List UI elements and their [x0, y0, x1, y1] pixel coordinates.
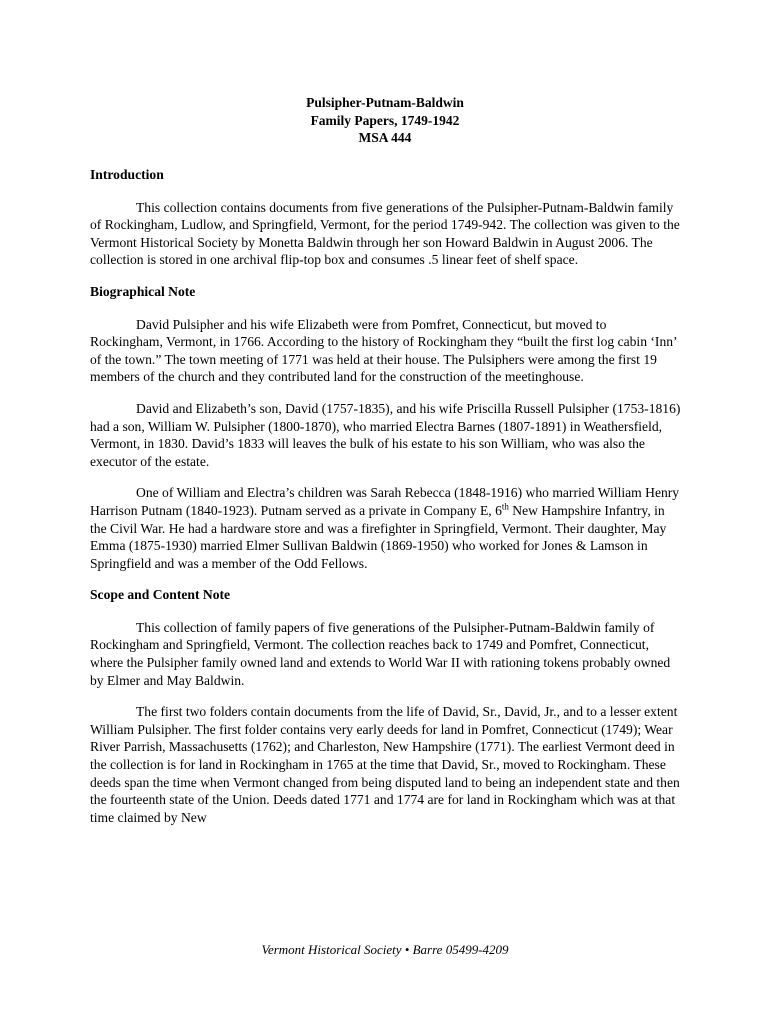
biographical-paragraph-2: David and Elizabeth’s son, David (1757-1835), and his wife Priscilla Russell Pulsipher (1753-1816) had a son, William W. Pulsipher (1800-1870), who married Electra Barnes (1807-1891) in Weathersfield, Vermont, in 1830. David’s 1833 will leaves the bulk of his estate to his son William, who was also the executor of the estate.	[90, 400, 681, 469]
biographical-paragraph-3-part-b: New Hampshire Infantry, in the Civil War. He had a hardware store and was a firefighter in Springfield, Vermont. Their daughter, May Emma (1875-1930) married Elmer Sullivan Baldwin (1869-1950) who worked for Jones & Lamson in Springfield and was a member of the Odd Fellows.	[90, 502, 667, 571]
biographical-paragraph-3	[90, 484, 682, 572]
title-line-3: MSA 444	[358, 130, 412, 145]
title-line-2: Family Papers, 1749-1942	[310, 112, 460, 128]
introduction-heading: Introduction	[90, 167, 164, 182]
biographical-paragraph-1: David Pulsipher and his wife Elizabeth were from Pomfret, Connecticut, but moved to Rockingham, Vermont, in 1766. According to the history of Rockingham they “built the first log cabin ‘Inn’ of the town.” The town meeting of 1771 was held at their house. The Pulsiphers were among the first 19 members of the church and they contributed land for the construction of the meetinghouse.	[90, 316, 677, 385]
page-footer: Vermont Historical Society • Barre 05499-4209	[261, 942, 509, 957]
document-title	[0, 94, 770, 147]
biographical-note-heading: Biographical Note	[90, 283, 196, 299]
title-line-1: Pulsipher-Putnam-Baldwin	[306, 95, 464, 110]
ordinal-superscript: th	[501, 501, 509, 512]
biographical-paragraph-3-part-a: One of William and Electra’s children was Sarah Rebecca (1848-1916) who married William Henry Harrison Putnam (1840-1923). Putnam served as a private in Company E, 6	[90, 485, 680, 518]
document-body	[90, 166, 682, 840]
introduction-paragraph: This collection contains documents from five generations of the Pulsipher-Putnam-Baldwin family of Rockingham, Ludlow, and Springfield, Vermont, for the period 1749-942. The collection was given to the Vermont Historical Society by Monetta Baldwin through her son Howard Baldwin in August 2006. The collection is stored in one archival flip-top box and consumes .5 linear feet of shelf space.	[90, 199, 680, 268]
scope-paragraph-1: This collection of family papers of five generations of the Pulsipher-Putnam-Baldwin family of Rockingham and Springfield, Vermont. The collection reaches back to 1749 and Pomfret, Connecticut, where the Pulsipher family owned land and extends to World War II with rationing tokens probably owned by Elmer and May Baldwin.	[90, 619, 671, 688]
scope-paragraph-2: The first two folders contain documents from the life of David, Sr., David, Jr., and to a lesser extent William Pulsipher. The first folder contains very early deeds for land in Pomfret, Connecticut (1749); Wear River Parrish, Massachusetts (1762); and Charleston, New Hampshire (1771). The earliest Vermont deed in the collection is for land in Rockingham in 1765 at the time that David, Sr., moved to Rockingham. These deeds span the time when Vermont changed from being disputed land to being an independent state and then the fourteenth state of the Union. Deeds dated 1771 and 1774 are for land in Rockingham which was at that time claimed by New	[90, 704, 680, 825]
scope-content-heading: Scope and Content Note	[90, 587, 231, 603]
